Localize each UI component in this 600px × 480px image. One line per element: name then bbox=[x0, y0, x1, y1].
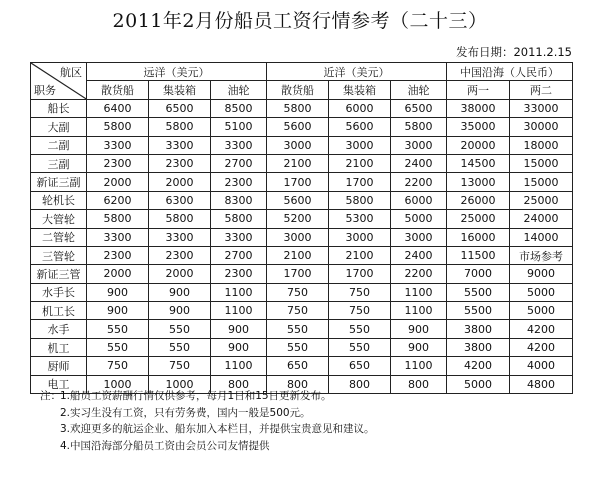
rank-cell: 二副 bbox=[31, 136, 87, 154]
table-row bbox=[31, 283, 573, 301]
salary-cell: 2400 bbox=[391, 246, 447, 264]
rank-cell: 机工 bbox=[31, 338, 87, 356]
salary-cell: 2100 bbox=[329, 154, 391, 172]
salary-cell: 750 bbox=[329, 302, 391, 320]
rank-cell: 船长 bbox=[31, 99, 87, 117]
salary-cell: 900 bbox=[211, 338, 267, 356]
salary-cell: 5600 bbox=[267, 118, 329, 136]
salary-cell: 15000 bbox=[510, 154, 573, 172]
salary-cell: 2000 bbox=[87, 265, 149, 283]
salary-cell: 750 bbox=[149, 357, 211, 375]
salary-cell: 2200 bbox=[391, 173, 447, 191]
salary-cell: 5000 bbox=[510, 283, 573, 301]
salary-cell: 3000 bbox=[391, 136, 447, 154]
salary-cell: 800 bbox=[267, 375, 329, 393]
salary-table bbox=[30, 62, 573, 394]
salary-cell: 1100 bbox=[211, 302, 267, 320]
salary-cell: 1700 bbox=[329, 173, 391, 191]
publish-date bbox=[456, 44, 572, 60]
salary-cell: 4200 bbox=[447, 357, 510, 375]
salary-cell: 1100 bbox=[391, 357, 447, 375]
salary-cell: 8500 bbox=[211, 99, 267, 117]
salary-cell: 3000 bbox=[329, 228, 391, 246]
rank-cell: 厨师 bbox=[31, 357, 87, 375]
salary-cell: 900 bbox=[391, 320, 447, 338]
salary-cell: 6200 bbox=[87, 191, 149, 209]
salary-cell: 市场参考 bbox=[510, 246, 573, 264]
salary-cell: 3800 bbox=[447, 320, 510, 338]
rank-cell: 三管轮 bbox=[31, 246, 87, 264]
salary-cell: 2300 bbox=[211, 265, 267, 283]
note-item bbox=[40, 421, 375, 438]
salary-cell: 3000 bbox=[391, 228, 447, 246]
sub-header: 散货船 bbox=[87, 81, 149, 99]
group-header-near-sea: 近洋（美元） bbox=[267, 63, 447, 81]
group-header-ocean: 远洋（美元） bbox=[87, 63, 267, 81]
salary-cell: 2400 bbox=[391, 154, 447, 172]
salary-cell: 3000 bbox=[329, 136, 391, 154]
salary-cell: 750 bbox=[329, 283, 391, 301]
salary-cell: 800 bbox=[391, 375, 447, 393]
salary-cell: 550 bbox=[329, 338, 391, 356]
salary-cell: 3000 bbox=[267, 136, 329, 154]
salary-cell: 9000 bbox=[510, 265, 573, 283]
salary-cell: 1700 bbox=[267, 265, 329, 283]
table-row bbox=[31, 173, 573, 191]
salary-cell: 26000 bbox=[447, 191, 510, 209]
publish-date-value: 2011.2.15 bbox=[513, 45, 572, 59]
note-item bbox=[40, 388, 375, 405]
salary-cell: 550 bbox=[87, 320, 149, 338]
salary-cell: 2100 bbox=[329, 246, 391, 264]
salary-cell: 900 bbox=[149, 302, 211, 320]
salary-cell: 6400 bbox=[87, 99, 149, 117]
salary-cell: 800 bbox=[329, 375, 391, 393]
sub-header-row bbox=[31, 81, 573, 99]
salary-cell: 4200 bbox=[510, 338, 573, 356]
salary-cell: 900 bbox=[391, 338, 447, 356]
rank-cell: 新证三副 bbox=[31, 173, 87, 191]
salary-cell: 5000 bbox=[447, 375, 510, 393]
salary-cell: 5800 bbox=[149, 118, 211, 136]
salary-cell: 15000 bbox=[510, 173, 573, 191]
rank-cell: 大管轮 bbox=[31, 210, 87, 228]
salary-cell: 1700 bbox=[267, 173, 329, 191]
table-row bbox=[31, 302, 573, 320]
sub-header: 两一 bbox=[447, 81, 510, 99]
salary-cell: 2300 bbox=[211, 173, 267, 191]
sub-header: 两二 bbox=[510, 81, 573, 99]
salary-cell: 11500 bbox=[447, 246, 510, 264]
sub-header: 散货船 bbox=[267, 81, 329, 99]
salary-cell: 16000 bbox=[447, 228, 510, 246]
rank-cell: 水手长 bbox=[31, 283, 87, 301]
page-title: 2011年2月份船员工资行情参考（二十三） bbox=[112, 10, 488, 32]
table-row bbox=[31, 265, 573, 283]
corner-label-rank: 职务 bbox=[34, 83, 56, 97]
salary-cell: 550 bbox=[87, 338, 149, 356]
salary-cell: 5800 bbox=[391, 118, 447, 136]
salary-cell: 5800 bbox=[211, 210, 267, 228]
salary-cell: 5500 bbox=[447, 302, 510, 320]
salary-cell: 550 bbox=[149, 338, 211, 356]
salary-cell: 550 bbox=[329, 320, 391, 338]
table-row bbox=[31, 99, 573, 117]
salary-cell: 3300 bbox=[87, 136, 149, 154]
table-row bbox=[31, 228, 573, 246]
rank-cell: 二管轮 bbox=[31, 228, 87, 246]
salary-cell: 1000 bbox=[149, 375, 211, 393]
rank-cell: 机工长 bbox=[31, 302, 87, 320]
salary-cell: 4200 bbox=[510, 320, 573, 338]
salary-cell: 5200 bbox=[267, 210, 329, 228]
salary-cell: 5300 bbox=[329, 210, 391, 228]
group-header-china-coast: 中国沿海（人民币） bbox=[447, 63, 573, 81]
publish-date-label: 发布日期： bbox=[455, 45, 514, 59]
salary-cell: 35000 bbox=[447, 118, 510, 136]
salary-cell: 1700 bbox=[329, 265, 391, 283]
salary-cell: 2300 bbox=[87, 246, 149, 264]
salary-cell: 5800 bbox=[87, 118, 149, 136]
salary-cell: 5500 bbox=[447, 283, 510, 301]
table-row bbox=[31, 246, 573, 264]
group-header-row bbox=[31, 63, 573, 81]
salary-cell: 24000 bbox=[510, 210, 573, 228]
table-row bbox=[31, 136, 573, 154]
salary-cell: 750 bbox=[87, 357, 149, 375]
salary-cell: 3300 bbox=[149, 136, 211, 154]
salary-cell: 3000 bbox=[267, 228, 329, 246]
salary-cell: 18000 bbox=[510, 136, 573, 154]
salary-cell: 800 bbox=[211, 375, 267, 393]
table-row bbox=[31, 191, 573, 209]
table-body bbox=[31, 99, 573, 393]
note-item bbox=[40, 438, 375, 455]
salary-cell: 1100 bbox=[211, 357, 267, 375]
salary-cell: 5800 bbox=[149, 210, 211, 228]
salary-cell: 6000 bbox=[391, 191, 447, 209]
salary-cell: 25000 bbox=[447, 210, 510, 228]
salary-cell: 1100 bbox=[211, 283, 267, 301]
salary-cell: 900 bbox=[149, 283, 211, 301]
salary-cell: 2000 bbox=[149, 265, 211, 283]
salary-cell: 2300 bbox=[149, 154, 211, 172]
note-text: 4.中国沿海部分船员工资由会员公司友情提供 bbox=[60, 439, 270, 452]
salary-cell: 5600 bbox=[267, 191, 329, 209]
salary-cell: 2300 bbox=[149, 246, 211, 264]
salary-cell: 7000 bbox=[447, 265, 510, 283]
salary-cell: 14000 bbox=[510, 228, 573, 246]
notes bbox=[40, 388, 375, 454]
salary-cell: 5600 bbox=[329, 118, 391, 136]
salary-cell: 2100 bbox=[267, 154, 329, 172]
salary-cell: 3300 bbox=[211, 136, 267, 154]
salary-cell: 650 bbox=[267, 357, 329, 375]
table-row bbox=[31, 338, 573, 356]
salary-cell: 550 bbox=[149, 320, 211, 338]
rank-cell: 电工 bbox=[31, 375, 87, 393]
rank-cell: 三副 bbox=[31, 154, 87, 172]
salary-cell: 900 bbox=[87, 283, 149, 301]
salary-cell: 1100 bbox=[391, 283, 447, 301]
salary-cell: 1000 bbox=[87, 375, 149, 393]
note-item bbox=[40, 405, 375, 422]
salary-cell: 5100 bbox=[211, 118, 267, 136]
note-text: 1.船员工资薪酬行情仅供参考，每月1日和15日更新发布。 bbox=[60, 390, 332, 402]
salary-cell: 3800 bbox=[447, 338, 510, 356]
note-text: 3.欢迎更多的航运企业、船东加入本栏目，并提供宝贵意见和建议。 bbox=[60, 423, 375, 435]
salary-cell: 33000 bbox=[510, 99, 573, 117]
table-row bbox=[31, 210, 573, 228]
salary-cell: 2700 bbox=[211, 246, 267, 264]
salary-cell: 550 bbox=[267, 338, 329, 356]
rank-cell: 轮机长 bbox=[31, 191, 87, 209]
sub-header: 集装箱 bbox=[149, 81, 211, 99]
salary-cell: 14500 bbox=[447, 154, 510, 172]
salary-cell: 750 bbox=[267, 283, 329, 301]
salary-cell: 550 bbox=[267, 320, 329, 338]
table-row bbox=[31, 357, 573, 375]
salary-cell: 2200 bbox=[391, 265, 447, 283]
sub-header: 油轮 bbox=[211, 81, 267, 99]
table-row bbox=[31, 154, 573, 172]
salary-cell: 2700 bbox=[211, 154, 267, 172]
salary-cell: 6000 bbox=[329, 99, 391, 117]
salary-cell: 2000 bbox=[87, 173, 149, 191]
note-text: 2.实习生没有工资，只有劳务费，国内一般是500元。 bbox=[60, 406, 311, 419]
salary-cell: 6500 bbox=[391, 99, 447, 117]
salary-cell: 6500 bbox=[149, 99, 211, 117]
salary-cell: 38000 bbox=[447, 99, 510, 117]
salary-cell: 5000 bbox=[391, 210, 447, 228]
salary-cell: 30000 bbox=[510, 118, 573, 136]
salary-cell: 5800 bbox=[267, 99, 329, 117]
salary-cell: 3300 bbox=[211, 228, 267, 246]
corner-cell bbox=[31, 63, 87, 100]
salary-cell: 1100 bbox=[391, 302, 447, 320]
salary-cell: 2000 bbox=[149, 173, 211, 191]
salary-cell: 6300 bbox=[149, 191, 211, 209]
salary-cell: 20000 bbox=[447, 136, 510, 154]
salary-cell: 8300 bbox=[211, 191, 267, 209]
sub-header: 集装箱 bbox=[329, 81, 391, 99]
salary-cell: 5800 bbox=[87, 210, 149, 228]
salary-cell: 900 bbox=[211, 320, 267, 338]
salary-cell: 5800 bbox=[329, 191, 391, 209]
salary-cell: 2300 bbox=[87, 154, 149, 172]
rank-cell: 新证三管 bbox=[31, 265, 87, 283]
rank-cell: 大副 bbox=[31, 118, 87, 136]
notes-label: 注： bbox=[40, 390, 61, 402]
salary-cell: 750 bbox=[267, 302, 329, 320]
salary-cell: 2100 bbox=[267, 246, 329, 264]
salary-cell: 900 bbox=[87, 302, 149, 320]
corner-label-area: 航区 bbox=[60, 66, 82, 79]
table-row bbox=[31, 118, 573, 136]
rank-cell: 水手 bbox=[31, 320, 87, 338]
salary-cell: 4800 bbox=[510, 375, 573, 393]
salary-cell: 25000 bbox=[510, 191, 573, 209]
salary-cell: 650 bbox=[329, 357, 391, 375]
sub-header: 油轮 bbox=[391, 81, 447, 99]
salary-cell: 3300 bbox=[149, 228, 211, 246]
salary-cell: 4000 bbox=[510, 357, 573, 375]
salary-cell: 3300 bbox=[87, 228, 149, 246]
table-row bbox=[31, 320, 573, 338]
salary-cell: 13000 bbox=[447, 173, 510, 191]
salary-cell: 5000 bbox=[510, 302, 573, 320]
